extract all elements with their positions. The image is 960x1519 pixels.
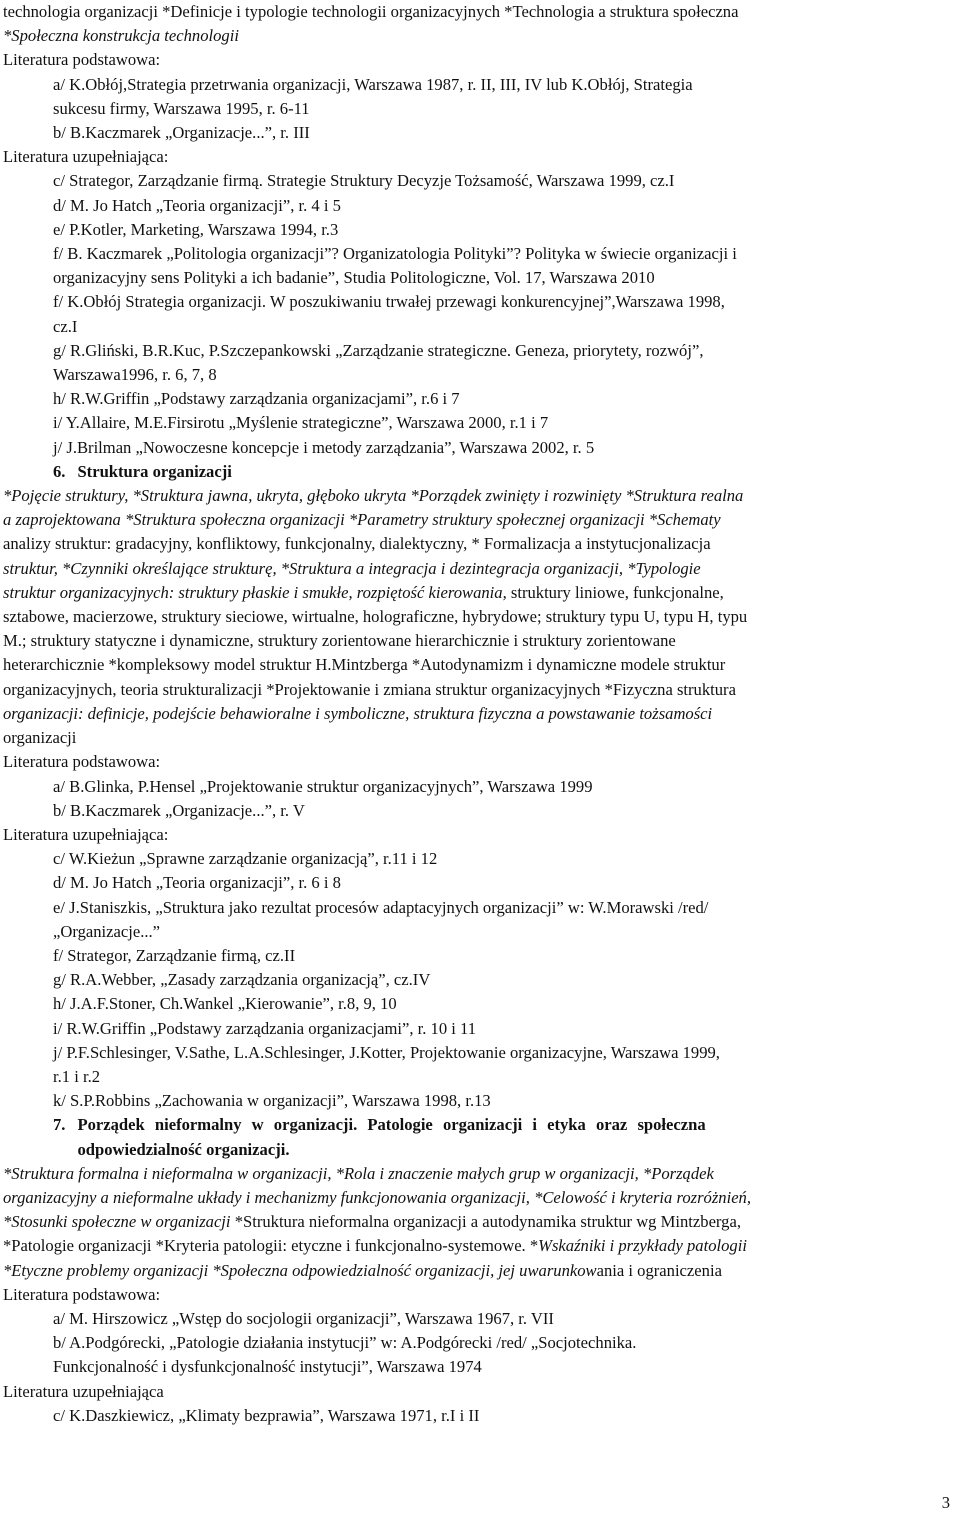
section-number: 7. [53,1115,66,1135]
reference-item: f/ Strategor, Zarządzanie firmą, cz.II [53,945,296,965]
body-line: *Stosunki społeczne w organizacji *Struktura nieformalna organizacji a autodynamika struktur wg Mintzberga, [3,1212,741,1232]
reference-item: j/ P.F.Schlesinger, V.Sathe, L.A.Schlesinger, J.Kotter, Projektowanie organizacyjne, Warszawa 1999, [53,1042,720,1062]
literature-heading: Literatura uzupełniająca [3,1381,164,1401]
body-line: *Struktura formalna i nieformalna w organizacji, *Rola i znaczenie małych grup w organizacji, *Porządek [3,1163,714,1183]
literature-heading: Literatura uzupełniająca: [3,147,169,167]
reference-item: g/ R.Gliński, B.R.Kuc, P.Szczepankowski „Zarządzanie strategiczne. Geneza, priorytety, rozwój”, [53,340,704,360]
body-line: a zaprojektowana *Struktura społeczna organizacji *Parametry struktury społecznej organizacji *Schematy [3,510,721,530]
body-line: organizacji [3,728,77,748]
literature-heading: Literatura podstawowa: [3,1284,161,1304]
reference-item: „Organizacje...” [53,921,161,941]
reference-item: Warszawa1996, r. 6, 7, 8 [53,365,217,385]
body-line: struktur, *Czynniki określające strukturę, *Struktura a integracja i dezintegracja organizacji, *Typologie [3,558,701,578]
reference-item: c/ Strategor, Zarządzanie firmą. Strategie Struktury Decyzje Tożsamość, Warszawa 1999, cz.I [53,171,675,191]
reference-item: a/ M. Hirszowicz „Wstęp do socjologii organizacji”, Warszawa 1967, r. VII [53,1308,554,1328]
reference-item: a/ B.Glinka, P.Hensel „Projektowanie struktur organizacyjnych”, Warszawa 1999 [53,776,593,796]
section-title: Struktura organizacji [77,461,232,481]
literature-heading: Literatura uzupełniająca: [3,824,169,844]
body-line: *Etyczne problemy organizacji *Społeczna odpowiedzialność organizacji, jej uwarunkowania i ograniczenia [3,1260,722,1280]
body-line: organizacji: definicje, podejście behawioralne i symboliczne, struktura fizyczna a powstawanie tożsamości [3,703,713,723]
reference-item: f/ K.Obłój Strategia organizacji. W poszukiwaniu trwałej przewagi konkurencyjnej”,Warszawa 1998, [53,292,725,312]
reference-item: c/ K.Daszkiewicz, „Klimaty bezprawia”, Warszawa 1971, r.I i II [53,1405,480,1425]
literature-heading: Literatura podstawowa: [3,752,161,772]
body-line: *Pojęcie struktury, *Struktura jawna, ukryta, głęboko ukryta *Porządek zwinięty i rozwinięty *Struktura realna [3,486,744,506]
text-line: *Społeczna konstrukcja technologii [3,26,239,46]
reference-item: j/ J.Brilman „Nowoczesne koncepcje i metody zarządzania”, Warszawa 2002, r. 5 [53,437,595,457]
reference-item: e/ P.Kotler, Marketing, Warszawa 1994, r.3 [53,219,339,239]
reference-item: g/ R.A.Webber, „Zasady zarządzania organizacją”, cz.IV [53,970,431,990]
body-line: organizacyjny a nieformalne układy i mechanizmy funkcjonowania organizacji, *Celowość i kryteria rozróżnień, [3,1187,751,1207]
reference-item: c/ W.Kieżun „Sprawne zarządzanie organizacją”, r.11 i 12 [53,849,438,869]
reference-item: r.1 i r.2 [53,1066,101,1086]
section-title: odpowiedzialność organizacji. [77,1139,290,1159]
body-line: heterarchicznie *kompleksowy model struktur H.Mintzberga *Autodynamizm i dynamiczne modele struktur [3,655,726,675]
body-line: *Patologie organizacji *Kryteria patologii: etyczne i funkcjonalno-systemowe. *Wskaźniki i przykłady patologii [3,1236,747,1256]
section-7-body [3,1162,956,1283]
reference-item: b/ B.Kaczmarek „Organizacje...”, r. V [53,800,305,820]
reference-item: b/ B.Kaczmarek „Organizacje...”, r. III [53,123,310,143]
literature-heading: Literatura podstawowa: [3,50,161,70]
reference-item: i/ R.W.Griffin „Podstawy zarządzania organizacjami”, r. 10 i 11 [53,1018,477,1038]
body-line: analizy struktur: gradacyjny, konfliktowy, funkcjonalny, dialektyczny, * Formalizacja a instytucjonalizacja [3,534,711,554]
section-number: 6. [53,461,66,481]
body-line: organizacyjnych, teoria strukturalizacji *Projektowanie i zmiana struktur organizacyjnych *Fizyczna struktura [3,679,736,699]
reference-item: organizacyjny sens Polityki a ich badanie”, Studia Politologiczne, Vol. 17, Warszawa 2010 [53,268,655,288]
reference-item: d/ M. Jo Hatch „Teoria organizacji”, r. 6 i 8 [53,873,341,893]
reference-item: e/ J.Staniszkis, „Struktura jako rezultat procesów adaptacyjnych organizacji” w: W.Morawski /red/ [53,897,709,917]
reference-item: h/ R.W.Griffin „Podstawy zarządzania organizacjami”, r.6 i 7 [53,389,460,409]
section-7-heading [3,1113,956,1161]
reference-item: h/ J.A.F.Stoner, Ch.Wankel „Kierowanie”, r.8, 9, 10 [53,994,397,1014]
body-line: sztabowe, macierzowe, struktury sieciowe, wirtualne, holograficzne, hybrydowe; struktury typu U, typu H, typu [3,607,748,627]
reference-item: Funkcjonalność i dysfunkcjonalność instytucji”, Warszawa 1974 [53,1357,482,1377]
reference-item: k/ S.P.Robbins „Zachowania w organizacji”, Warszawa 1998, r.13 [53,1091,491,1111]
body-line: M.; struktury statyczne i dynamiczne, struktury zorientowane hierarchicznie i struktury zorientowane [3,631,676,651]
reference-item: b/ A.Podgórecki, „Patologie działania instytucji” w: A.Podgórecki /red/ „Socjotechnika. [53,1333,637,1353]
text-line: technologia organizacji *Definicje i typologie technologii organizacyjnych *Technologia a struktura społeczna [3,2,739,21]
reference-item: a/ K.Obłój,Strategia przetrwania organizacji, Warszawa 1987, r. II, III, IV lub K.Obłój, Strategia [53,74,693,94]
reference-item: cz.I [53,316,78,336]
body-line: struktur organizacyjnych: struktury płaskie i smukłe, rozpiętość kierowania, struktury liniowe, funkcjonalne, [3,582,724,602]
reference-item: i/ Y.Allaire, M.E.Firsirotu „Myślenie strategiczne”, Warszawa 2000, r.1 i 7 [53,413,549,433]
section-6-heading [3,460,956,484]
reference-item: sukcesu firmy, Warszawa 1995, r. 6-11 [53,98,310,118]
page-number: 3 [941,1492,950,1512]
section-title: Porządek nieformalny w organizacji. Patologie organizacji i etyka oraz społeczna [77,1115,706,1135]
section-6-body [3,484,956,750]
reference-item: f/ B. Kaczmarek „Politologia organizacji”? Organizatologia Polityki”? Polityka w świecie organizacji i [53,244,737,264]
reference-item: d/ M. Jo Hatch „Teoria organizacji”, r. 4 i 5 [53,195,341,215]
